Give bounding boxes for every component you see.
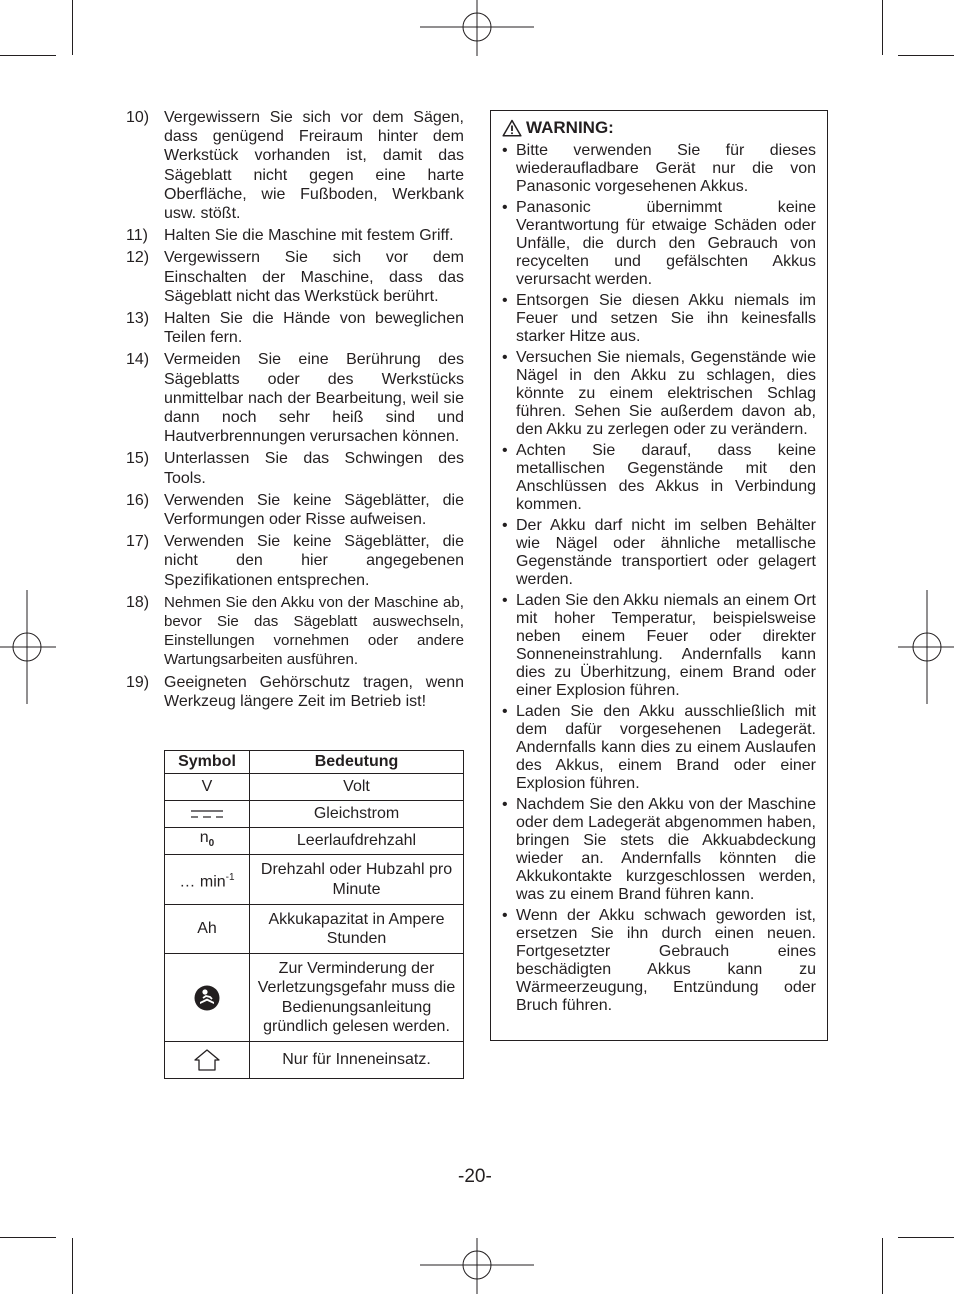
table-row (165, 905, 464, 954)
column-header-meaning: Bedeutung (250, 751, 464, 774)
warning-box (490, 110, 828, 1041)
registration-mark-bottom (420, 1238, 534, 1294)
registration-mark-top (420, 0, 534, 56)
crop-mark (882, 1238, 883, 1294)
meaning-cell: Nur für Inneneinsatz. (250, 1042, 464, 1079)
item-text: Unterlassen Sie das Schwingen des Tools. (164, 450, 464, 487)
item-number: 12) (126, 249, 150, 267)
symbol-cell (165, 828, 250, 855)
item-number: 14) (126, 351, 150, 369)
warning-item (502, 796, 816, 904)
bullet: • (502, 517, 508, 534)
safety-instructions-list (126, 108, 464, 714)
list-item (126, 449, 464, 487)
read-manual-icon (194, 985, 220, 1011)
item-number: 16) (126, 491, 150, 509)
list-item (126, 226, 464, 245)
item-number: 18) (126, 593, 150, 611)
bullet: • (502, 292, 508, 309)
symbol-text: V (201, 778, 213, 796)
crop-mark (72, 1238, 73, 1294)
item-text: Vermeiden Sie eine Berührung des Sägeblatts oder des Werkstücks unmittelbar nach der Bearbeitung, weil sie dann noch sehr heiß sind und Hautverbrennungen verursachen können. (164, 351, 464, 446)
bullet: • (502, 349, 508, 366)
symbol-cell (165, 774, 250, 801)
warning-item (502, 349, 816, 439)
dc-current-icon (190, 809, 224, 819)
crop-mark (898, 1237, 954, 1238)
symbol-cell (165, 954, 250, 1042)
list-item (126, 350, 464, 446)
item-text: Halten Sie die Maschine mit festem Griff. (164, 227, 454, 245)
item-text: Geeigneten Gehörschutz tragen, wenn Werkzeug längere Zeit im Betrieb ist! (164, 673, 464, 710)
warning-item (502, 199, 816, 289)
symbol-cell (165, 801, 250, 828)
meaning-cell: Drehzahl oder Hubzahl pro Minute (250, 855, 464, 905)
warning-title: WARNING: (526, 118, 614, 137)
crop-mark (0, 1237, 56, 1238)
warning-item (502, 142, 816, 196)
bullet: • (502, 592, 508, 609)
item-number: 10) (126, 109, 150, 126)
list-item (126, 673, 464, 711)
warning-item (502, 442, 816, 514)
table-row (165, 801, 464, 828)
meaning-cell: Zur Verminderung der Verletzungsgefahr muss die Bedienungsanleitung gründlich gelesen werden. (250, 954, 464, 1042)
item-number: 13) (126, 310, 150, 328)
item-text: Nehmen Sie den Akku von der Maschine ab, bevor Sie das Sägeblatt auswechseln, Einstellungen vornehmen oder andere Wartungsarbeiten ausführen. (164, 593, 464, 669)
page-number: -20- (458, 1166, 492, 1187)
table-row (165, 774, 464, 801)
warning-text: Laden Sie den Akku niemals an einem Ort mit hoher Temperatur, beispielsweise neben einem Feuer oder direkter Sonneneinstrahlung. Andernfalls kann dies zu Überhitzung, einem Brand oder einer Explosion führen. (516, 592, 816, 699)
crop-mark (898, 55, 954, 56)
warning-text: Achten Sie darauf, dass keine metallischen Gegenstände mit den Anschlüssen des Akkus in Verbindung kommen. (516, 442, 816, 513)
item-text: Halten Sie die Hände von beweglichen Teilen fern. (164, 310, 464, 347)
bullet: • (502, 142, 508, 159)
item-text: Verwenden Sie keine Sägeblätter, die Verformungen oder Risse aufweisen. (164, 491, 464, 529)
list-item (126, 108, 464, 223)
warning-item (502, 907, 816, 1015)
warning-heading (502, 119, 816, 137)
warning-item (502, 592, 816, 700)
item-text: Verwenden Sie keine Sägeblätter, die nicht den hier angegebenen Spezifikationen entsprechen. (164, 533, 464, 589)
warning-item (502, 517, 816, 589)
symbol-subscript: 0 (208, 838, 215, 850)
list-item (126, 491, 464, 529)
bullet: • (502, 199, 508, 216)
meaning-cell: Gleichstrom (250, 801, 464, 828)
meaning-cell: Akkukapazitat in Ampere Stunden (250, 905, 464, 954)
item-number: 11) (126, 227, 148, 245)
symbol-cell (165, 855, 250, 905)
symbol-text: Ah (197, 920, 217, 938)
registration-mark-left (0, 590, 56, 704)
symbol-table (164, 750, 464, 1079)
warning-item (502, 292, 816, 346)
item-number: 19) (126, 673, 150, 691)
crop-mark (0, 55, 56, 56)
warning-text: Nachdem Sie den Akku von der Maschine oder dem Ladegerät abgenommen haben, bringen Sie stets die Akkuabdeckung wieder an. Andernfalls könnten die Akkukontakte kurzgeschlossen werden, was zu einem Brand führen kann. (516, 796, 816, 903)
meaning-cell: Leerlaufdrehzahl (250, 828, 464, 855)
symbol-cell (165, 1042, 250, 1079)
bullet: • (502, 703, 508, 720)
table-row (165, 828, 464, 855)
crop-mark (72, 0, 73, 55)
warning-triangle-icon (502, 119, 522, 137)
warning-text: Wenn der Akku schwach geworden ist, ersetzen Sie ihn durch einen neuen. Fortgesetzter Gebrauch eines beschädigten Akkus kann zu Wärmeerzeugung, Entzündung oder Bruch führen. (516, 907, 816, 1014)
item-text: Vergewissern Sie sich vor dem Einschalten der Maschine, dass das Sägeblatt nicht das Werkstück berührt. (164, 249, 464, 305)
item-text: Vergewissern Sie sich vor dem Sägen, dass genügend Freiraum hinter dem Werkstück vorhanden ist, damit das Sägeblatt nicht gegen eine harte Oberfläche, wie Fußboden, Werkbank usw. stößt. (164, 109, 464, 223)
warning-text: Bitte verwenden Sie für dieses wiederaufladbare Gerät nur die von Panasonic vorgesehenen Akkus. (516, 142, 816, 195)
table-header-row (165, 751, 464, 774)
table-row (165, 1042, 464, 1079)
warning-item (502, 703, 816, 793)
warning-text: Versuchen Sie niemals, Gegenstände wie Nägel in den Akku zu schlagen, dies könnte zu einem elektrischen Schlag führen. Sehen Sie außerdem davon ab, den Akku zu zerlegen oder zu verändern. (516, 349, 816, 438)
symbol-text: n (199, 829, 209, 847)
meaning-cell: Volt (250, 774, 464, 801)
bullet: • (502, 796, 508, 813)
item-number: 15) (126, 450, 150, 468)
crop-mark (882, 0, 883, 55)
table-row (165, 954, 464, 1042)
warning-text: Panasonic übernimmt keine Verantwortung für etwaige Schäden oder Unfälle, die durch den Gebrauch von recycelten und gefälschten Akkus verursacht werden. (516, 199, 816, 288)
list-item (126, 248, 464, 306)
item-number: 17) (126, 533, 150, 551)
column-header-symbol: Symbol (165, 751, 250, 774)
warning-text: Laden Sie den Akku ausschließlich mit dem dafür vorgesehenen Ladegerät. Andernfalls kann dies zu einem Auslaufen des Akkus, einem Brand oder einer Explosion führen. (516, 703, 816, 792)
warning-text: Entsorgen Sie diesen Akku niemals im Feuer und setzen Sie ihn keinesfalls starker Hitze aus. (516, 292, 816, 345)
symbol-cell (165, 905, 250, 954)
table-row (165, 855, 464, 905)
list-item (126, 532, 464, 590)
registration-mark-right (898, 590, 954, 704)
indoor-use-icon (193, 1048, 221, 1072)
list-item (126, 309, 464, 347)
bullet: • (502, 907, 508, 924)
bullet: • (502, 442, 508, 459)
list-item (126, 593, 464, 670)
symbol-superscript: -1 (225, 871, 235, 883)
warning-text: Der Akku darf nicht im selben Behälter wie Nägel oder ähnliche metallische Gegenstände transportiert oder gelagert werden. (516, 517, 816, 588)
symbol-text: … min (179, 872, 226, 890)
